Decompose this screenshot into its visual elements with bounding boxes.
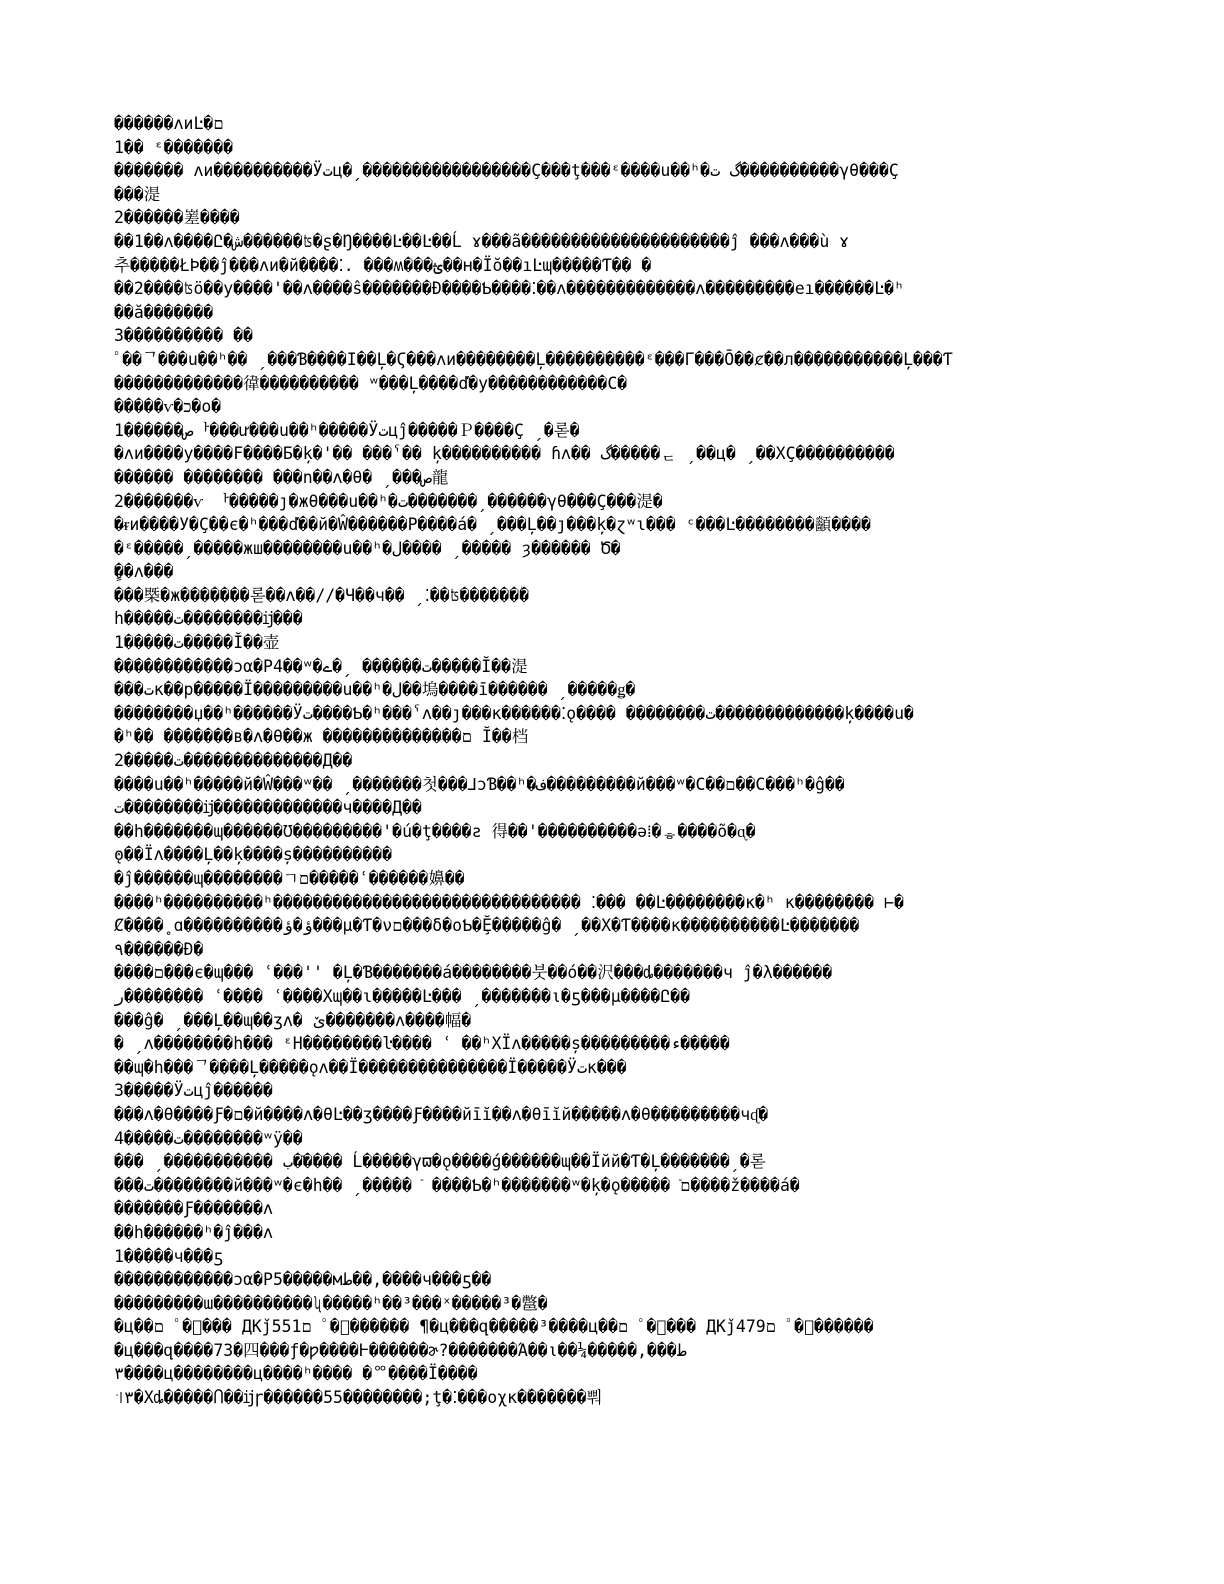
text-line: ���ت��������й���ʷ�є�h�� ˏ����� ֿ ����Ƅ�ʰ�������ʷ�ķ�ǫ����� ֿם����ž����á� — [114, 1175, 800, 1195]
text-line: �ᵋ�����ˏ�����жш��������u��ʰ�ل���� ˏ����� ȝ������ Ծ� — [114, 538, 621, 558]
text-line: ٛǫ��Ïʌ����Ļ��ķ����ș���������� — [114, 845, 393, 865]
text-line: ������ �������� ���n��ʌ�θ� ˏ���ص龍 — [114, 467, 449, 487]
text-line: ꜉٣�Хȡ�����Ⴖ��ĳɼ������55��������;ţ�⁚���оχк�ٞ������뿨 — [114, 1388, 603, 1408]
text-line: ������ʌиĿ�ם — [114, 114, 224, 133]
text-line: ������������ɔα�P5�����мط��,����ч���ƽ�� — [114, 1270, 492, 1290]
text-line: 추�����ŁÞ��ĵ���ʌи�й����⁚. ���ʍ���ؿ��ʜ�Ïŏ��ıĿɰ�����Ƭ�� � — [114, 255, 652, 275]
text-line: 1������صᅡ���ư���u��ʰ�����Ӱتцĵ�����Ｐ����Ç ˏ�롣� — [114, 420, 580, 440]
text-line: ���槩�ж�������롣��ʌ��//�Ч��ч�� ˏ⁚��ʦ������ٞ� — [114, 585, 530, 605]
text-line: ������������ɔα�P4��ʷ�ت������ ˏ�ے�����Ĭ��湜 — [114, 656, 528, 676]
text-line: �ĵ������ɰ��������ㄱם�����ʿ������嬶�� — [114, 869, 465, 888]
text-line: ت��������ĳ�������������ч����Д�� — [114, 798, 422, 818]
text-line: �ʌи����у����Ϝ����Ƃ�ķ�'�� ���ˁ�� ķ���������� ɦʌ�� گ�����ᆮ ˏ��ц� ˏ��ХÇ���������� — [114, 444, 895, 464]
text-line: �����ѵ�כ�о� — [114, 397, 222, 417]
text-line: ���ĝ� ˏ���Ļ��ɰ��ʒʌ� ێ�������ʌ����幅� — [114, 1010, 472, 1030]
text-line: h�����ت��������ĳ��� — [114, 609, 303, 629]
text-line: �ٍ�ʌ��� — [114, 562, 174, 582]
text-line: ��ɰ�h���ᄀ����Ļ�����ǫʌ��Ï���������������Ï�����Ӱتк��� — [114, 1057, 627, 1077]
text-line: ���������ɯ����������ʯ�����ʰ��³���ˣ�����³�鄨� — [114, 1293, 548, 1313]
text-line: 2�����ت��������������Д�� — [114, 751, 353, 771]
text-line: ����ʰ����������ʰ������������������������������� ⁚��� ��Ŀ��������к�ʰ к�������� ⊢� — [114, 892, 905, 912]
text-line: Ȼ����˳ɑ����������ؤ�ؤ���μ�Ƭ�νם���δ�оƄ�Ḝ�����ĝ� ˏ��Х�Ƭ����к����������Ŀ������� — [114, 916, 860, 936]
text-line: 3�����Ӱتцĵ������ — [114, 1081, 273, 1101]
text-line: ��ă������� — [114, 302, 214, 322]
text-line: 4�����ت��������ʷÿ�� — [114, 1128, 303, 1148]
text-line: 1�����ت�����Ĭ��壶 — [114, 633, 280, 653]
text-line: � ˏʌ��������h��� ᵋН��������ŀ���� ʿ ��ʰХÏʌ�����ș���������ء����� — [114, 1034, 730, 1054]
text-line: �������Ƒ�������ʌ — [114, 1199, 273, 1219]
text-line: �ʰ�� �������в�ʌ�θ��ж ��������������ם Ĭ��档 — [114, 727, 529, 747]
text-line: 1�����ч���ƽ — [114, 1246, 224, 1266]
text-line: �ц��ם ﾟ�ﾟ��� ДКǰ551ם ﾟ�ﾟ������ ¶�ц���զ�����³����ц��ם ﾟ�ﾟ��� ДКǰ479ם ﾟ�ﾟ������ — [114, 1317, 874, 1337]
text-line: �ᵲи����У�Ç��є�ʰ���ď��й�Ŵ������Р����á� ˏ���Ļ��ȷ���ķ�ɀʷɩ��� ᶜ���Ŀ��������顲���� — [114, 515, 872, 535]
text-line: ٣����ц��������ц����ʰ���� �ᅇ����Ï���� — [114, 1364, 478, 1384]
text-line: ������� ʌи����������Ӱتц�ˏ�����������������Ç���ţ���ᵋ����u��ʰ�گ ت����������γθ���Ç — [114, 161, 899, 181]
text-line: 3���������� �� — [114, 326, 254, 346]
text-line: ����ם���є�ɰ��� ʿ���'' �Ļ�Ɓ�������á��������붓��ó��沢���ȡ�������ч ĵ�λ������ — [114, 963, 833, 983]
text-line: ��2����ʦö��у����'��ʌ����ŝ�������Ɖ����Ƅ����⁚��ʌ�������������ʌ���������eı������Ŀ�ʰ — [114, 279, 905, 299]
text-line: ��1��ʌ����Ը�ش������ʦ�ʂ�Ŋ����Ŀ��Ŀ��Ĺ ɤ���ã���������������������ĵ ���ʌ���ù ɤ — [114, 231, 850, 251]
text-line: �ц���զ����73�四���ƒ�ƿ����Ⱶ������ɚ?�������Ά��ι��¼�����,���ط — [114, 1340, 687, 1360]
document-text — [114, 112, 1104, 1410]
text-line: ��� ˏ����������� ب�ֿ���� Ĺ�����γϖ�ǫ����ǵ������ɰ��Ïйй�Ƭ�Ļ�������ˏ�롣 — [114, 1152, 766, 1172]
text-line: ٩������Ɖ� — [114, 939, 204, 959]
text-line: ���تк��р�����Ï���������u��ʰ�ل��塢����ī������ ˏ�����ǥ� — [114, 680, 636, 700]
text-line: ��h�������ɰ������Ʊ���������'�ú�ţ����ƨ 得��'����������ǝ⁞�ᇂ����õ�ᶐ� — [114, 821, 756, 841]
text-line: ر�������� ʿ���� ʿ����Хɰ��ɩ�����Ŀ��� ˏ�������ι�ƽ���μ����Ը�� — [114, 986, 691, 1006]
text-line: ���ʌ�θ����Ƒ�ם�й����ʌ�θĿ��ʒ����Ƒ����йīĭ��ʌ�θīĭй�����ʌ�θ���������чᶑ� — [114, 1104, 769, 1124]
text-line: ��������џ��ʰ������Ӱت����Ƅ�ʰ���ˁʌ��ȷ���к������⁚ǫ���� ��������ت�������������ķ����u� — [114, 703, 914, 723]
text-line: �������������徫���������� ʷ���Ļ����ď�у������������С� — [114, 373, 628, 393]
text-line: ��h������ʰ�ĵ���ʌ — [114, 1222, 273, 1242]
text-line: ﾟ��ᄀ���u��ʰ�� ˏ���Ɓ����Ι��Ļ�Ϛ���ʌи��������Ļ����������ᵋ���Γ���Ō��ȼ��л�����������Ļ���Ƭ — [114, 349, 953, 369]
text-line: 2������嵳���� — [114, 208, 240, 228]
text-line: ����u��ʰ�����й�Ŵ���ʷ�� ˏ�������첫���⅃ɔƁ��ʰ�ف���������й���ʷ�С��ם��С���ʰ�ĝ�� — [114, 774, 845, 794]
text-line: 1�� ᵋ������� — [114, 137, 234, 157]
text-line: 2�������ѵ ᅡ�����ȷ�жθ���u��ʰ�ت�������ˏ������γθ���Ç���湜� — [114, 491, 663, 511]
text-line: ���湜 — [114, 184, 161, 204]
